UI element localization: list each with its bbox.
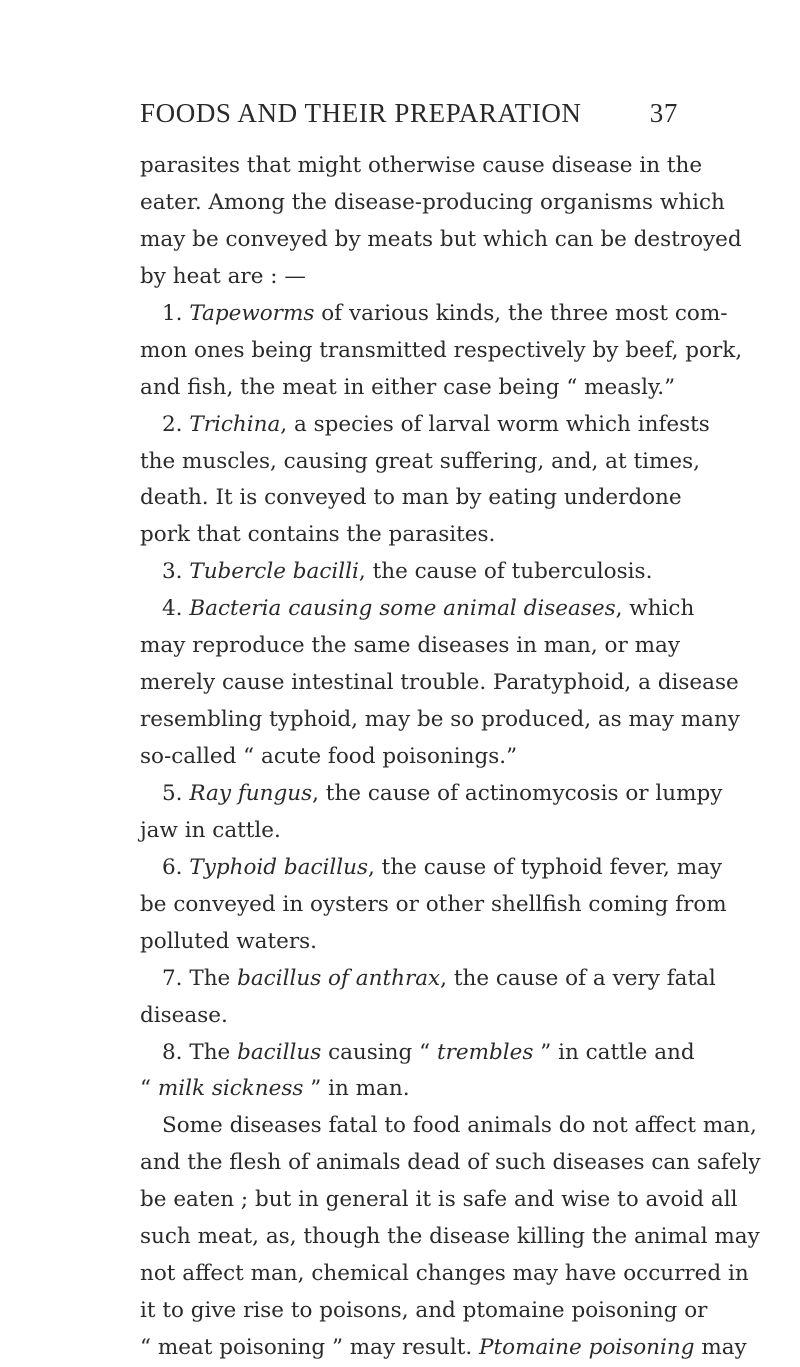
text-segment: ” in cattle and	[533, 1039, 695, 1065]
text-segment: “ meat poisoning ” may result.	[140, 1335, 480, 1360]
text-line	[140, 850, 723, 887]
italic-term: milk sickness	[157, 1076, 304, 1102]
text-line	[140, 185, 725, 222]
body-text	[140, 148, 761, 1367]
text-segment: the muscles, causing great suffering, and, at times,	[140, 448, 700, 474]
text-segment: ” in man.	[303, 1076, 410, 1102]
text-segment: polluted waters.	[140, 928, 317, 954]
text-segment: Some diseases fatal to food animals do not affect man,	[162, 1113, 757, 1139]
text-line	[140, 628, 680, 665]
text-line	[140, 1330, 747, 1367]
text-line	[140, 591, 695, 628]
italic-term: Ptomaine poisoning	[479, 1335, 695, 1360]
text-line	[140, 776, 723, 813]
text-line	[140, 407, 710, 444]
text-segment: and fish, the meat in either case being “ measly.”	[140, 374, 676, 400]
text-line	[140, 444, 700, 481]
text-line	[140, 1145, 761, 1182]
text-segment: 3.	[162, 559, 190, 585]
text-segment: may	[694, 1335, 747, 1360]
text-segment: , the cause of tuberculosis.	[358, 559, 653, 585]
text-line	[140, 148, 703, 185]
text-segment: , the cause of actinomycosis or lumpy	[312, 780, 723, 806]
text-line	[140, 998, 680, 1035]
running-head	[140, 98, 678, 138]
text-segment: so-called “ acute food poisonings.”	[140, 744, 518, 769]
italic-term: Tapeworms	[189, 300, 315, 326]
text-segment: may be conveyed by meats but which can be destroyed	[140, 226, 742, 252]
text-line	[140, 1182, 738, 1219]
text-segment: not affect man, chemical changes may have occurred in	[140, 1261, 749, 1287]
text-line	[140, 665, 739, 702]
text-line	[140, 370, 680, 407]
text-line	[140, 739, 680, 776]
text-segment: by heat are : —	[140, 263, 306, 289]
text-line	[140, 222, 742, 259]
text-segment: and the flesh of animals dead of such diseases can safely	[140, 1150, 761, 1176]
text-segment: 2.	[162, 411, 190, 437]
page-number: 37	[649, 98, 678, 128]
text-segment: be eaten ; but in general it is safe and wise to avoid all	[140, 1187, 738, 1213]
text-segment: it to give rise to poisons, and ptomaine poisoning or	[140, 1298, 708, 1324]
italic-term: Trichina	[189, 411, 281, 437]
text-segment: may reproduce the same diseases in man, or may	[140, 633, 680, 659]
text-line	[140, 480, 680, 517]
italic-term: Tubercle bacilli	[189, 559, 359, 585]
text-segment: parasites that might otherwise cause disease in the	[140, 153, 703, 178]
text-segment: merely cause intestinal trouble. Paratyphoid, a disease	[140, 670, 739, 696]
text-line	[140, 1071, 680, 1108]
text-segment: 5.	[162, 780, 190, 806]
text-segment: death. It is conveyed to man by eating underdone	[140, 485, 682, 511]
text-segment: pork that contains the parasites.	[140, 522, 496, 548]
text-segment: jaw in cattle.	[140, 817, 281, 843]
text-line	[140, 924, 680, 961]
text-line	[140, 702, 740, 739]
text-line	[140, 333, 743, 370]
italic-term: trembles	[436, 1039, 534, 1065]
text-line	[140, 813, 680, 850]
text-segment: “	[140, 1076, 158, 1102]
text-segment: 7. The	[162, 965, 238, 991]
running-title: FOODS AND THEIR PREPARATION	[140, 98, 582, 128]
text-segment: such meat, as, though the disease killing the animal may	[140, 1224, 760, 1250]
text-segment: eater. Among the disease-producing organisms which	[140, 189, 725, 215]
text-segment: 4.	[162, 596, 190, 622]
text-line	[140, 554, 680, 591]
text-line	[140, 887, 727, 924]
italic-term: Bacteria causing some animal diseases	[189, 596, 616, 622]
text-line	[140, 1035, 695, 1072]
italic-term: Typhoid bacillus	[189, 854, 369, 880]
text-segment: 8. The	[162, 1039, 238, 1065]
text-segment: , the cause of typhoid fever, may	[368, 854, 723, 880]
text-line	[140, 1293, 708, 1330]
text-line	[140, 517, 680, 554]
italic-term: bacillus	[237, 1039, 322, 1065]
text-segment: , which	[615, 596, 695, 622]
italic-term: Ray fungus	[189, 780, 313, 806]
text-segment: mon ones being transmitted respectively by beef, pork,	[140, 337, 743, 363]
text-segment: be conveyed in oysters or other shellfish coming from	[140, 891, 727, 917]
text-segment: causing “	[321, 1039, 437, 1065]
text-segment: , a species of larval worm which infests	[280, 411, 710, 437]
text-line	[140, 1256, 749, 1293]
text-segment: disease.	[140, 1002, 228, 1028]
text-line	[140, 259, 680, 296]
text-line	[140, 1108, 757, 1145]
text-segment: resembling typhoid, may be so produced, as may many	[140, 707, 740, 733]
text-line	[140, 961, 716, 998]
text-segment: 1.	[162, 300, 190, 326]
text-segment: , the cause of a very fatal	[440, 965, 716, 991]
text-line	[140, 296, 728, 333]
text-segment: 6.	[162, 854, 190, 880]
italic-term: bacillus of anthrax	[237, 965, 441, 991]
text-line	[140, 1219, 760, 1256]
text-segment: of various kinds, the three most com-	[314, 300, 728, 326]
